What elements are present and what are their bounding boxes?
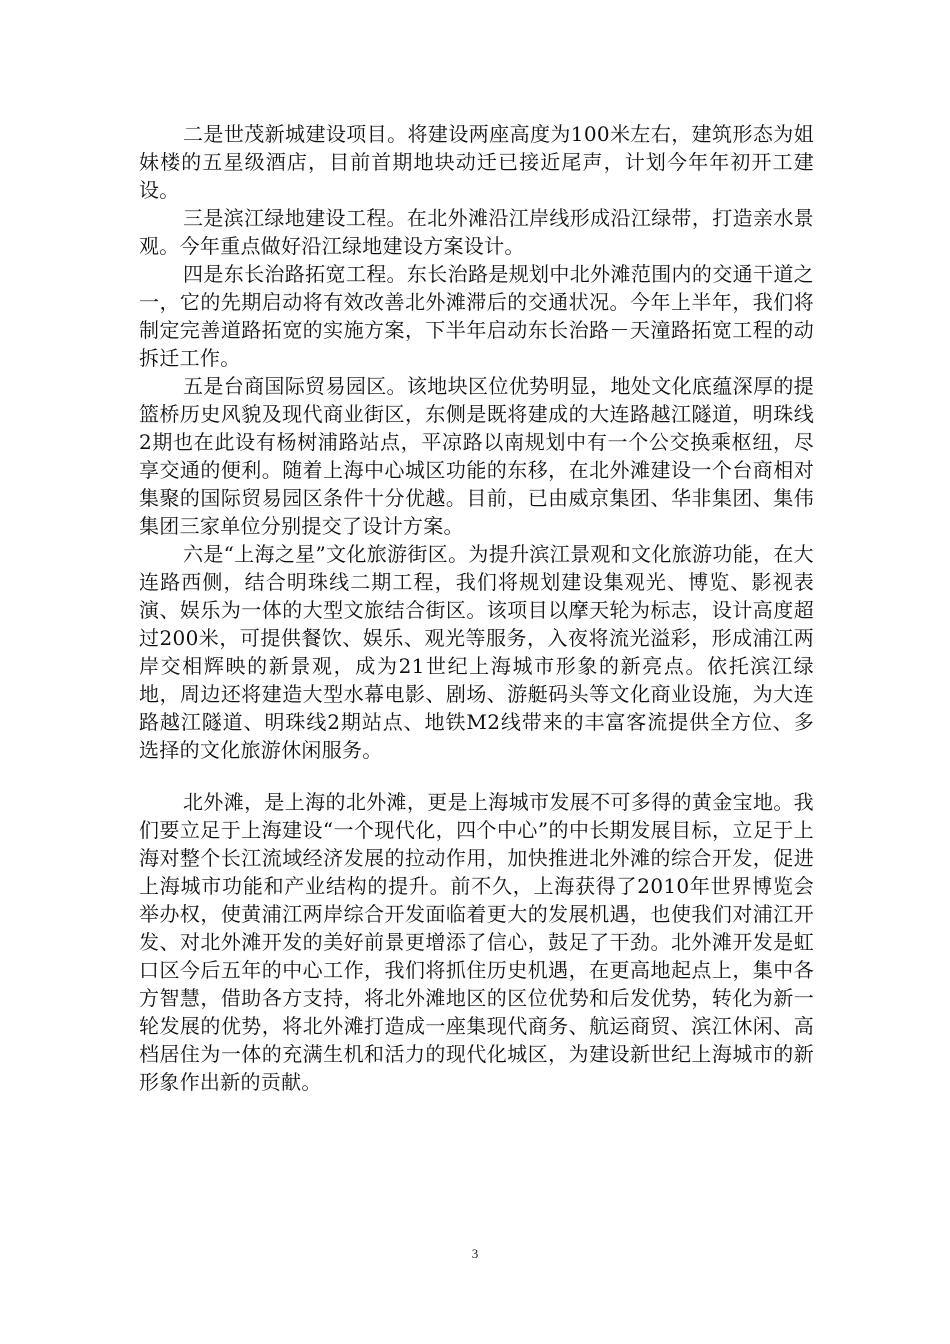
paragraph-shanghai-star: 六是“上海之星”文化旅游街区。为提升滨江景观和文化旅游功能，在大连路西侧，结合明珠线二期工程，我们将规划建设集观光、博览、影视表演、娱乐为一体的大型文旅结合街区。该项目以摩天轮为标志，设计高度超过200米，可提供餐饮、娱乐、观光等服务，入夜将流光溢彩，形成浦江两岸交相辉映的新景观，成为21世纪上海城市形象的新亮点。依托滨江绿地，周边还将建造大型水幕电影、剧场、游艇码头等文化商业设施，为大连路越江隧道、明珠线2期站点、地铁M2线带来的丰富客流提供全方位、多选择的文化旅游休闲服务。: [139, 542, 814, 762]
paragraph-conclusion: 北外滩，是上海的北外滩，更是上海城市发展不可多得的黄金宝地。我们要立足于上海建设“一个现代化，四个中心”的中长期发展目标，立足于上海对整个长江流域经济发展的拉动作用，加快推进北外滩的综合开发，促进上海城市功能和产业结构的提升。前不久，上海获得了2010年世界博览会举办权，使黄浦江两岸综合开发面临着更大的发展机遇，也使我们对浦江开发、对北外滩开发的美好前景更增添了信心，鼓足了干劲。北外滩开发是虹口区今后五年的中心工作，我们将抓住历史机遇，在更高地起点上，集中各方智慧，借助各方支持，将北外滩地区的区位优势和后发优势，转化为新一轮发展的优势，将北外滩打造成一座集现代商务、航运商贸、滨江休闲、高档居住为一体的充满生机和活力的现代化城区，为建设新世纪上海城市的新形象作出新的贡献。: [139, 790, 814, 1094]
document-body: [139, 120, 814, 1096]
paragraph-taiwan-trade-park: 五是台商国际贸易园区。该地块区位优势明显，地处文化底蕴深厚的提篮桥历史风貌及现代商业街区，东侧是既将建成的大连路越江隧道，明珠线2期也在此设有杨树浦路站点，平凉路以南规划中有一个公交换乘枢纽，尽享交通的便利。随着上海中心城区功能的东移，在北外滩建设一个台商相对集聚的国际贸易园区条件十分优越。目前，已由威京集团、华非集团、集伟集团三家单位分别提交了设计方案。: [139, 374, 814, 538]
paragraph-riverside-greenbelt: 三是滨江绿地建设工程。在北外滩沿江岸线形成沿江绿带，打造亲水景观。今年重点做好沿江绿地建设方案设计。: [139, 206, 814, 258]
page-number: 3: [471, 1246, 479, 1261]
paragraph-dongchangzhi-road: 四是东长治路拓宽工程。东长治路是规划中北外滩范围内的交通干道之一，它的先期启动将有效改善北外滩滞后的交通状况。今年上半年，我们将制定完善道路拓宽的实施方案，下半年启动东长治路－天潼路拓宽工程的动拆迁工作。: [139, 262, 814, 370]
paragraph-spacer: [139, 764, 814, 788]
paragraph-shimao-project: 二是世茂新城建设项目。将建设两座高度为100米左右，建筑形态为姐妹楼的五星级酒店，目前首期地块动迁已接近尾声，计划今年年初开工建设。: [139, 122, 814, 202]
